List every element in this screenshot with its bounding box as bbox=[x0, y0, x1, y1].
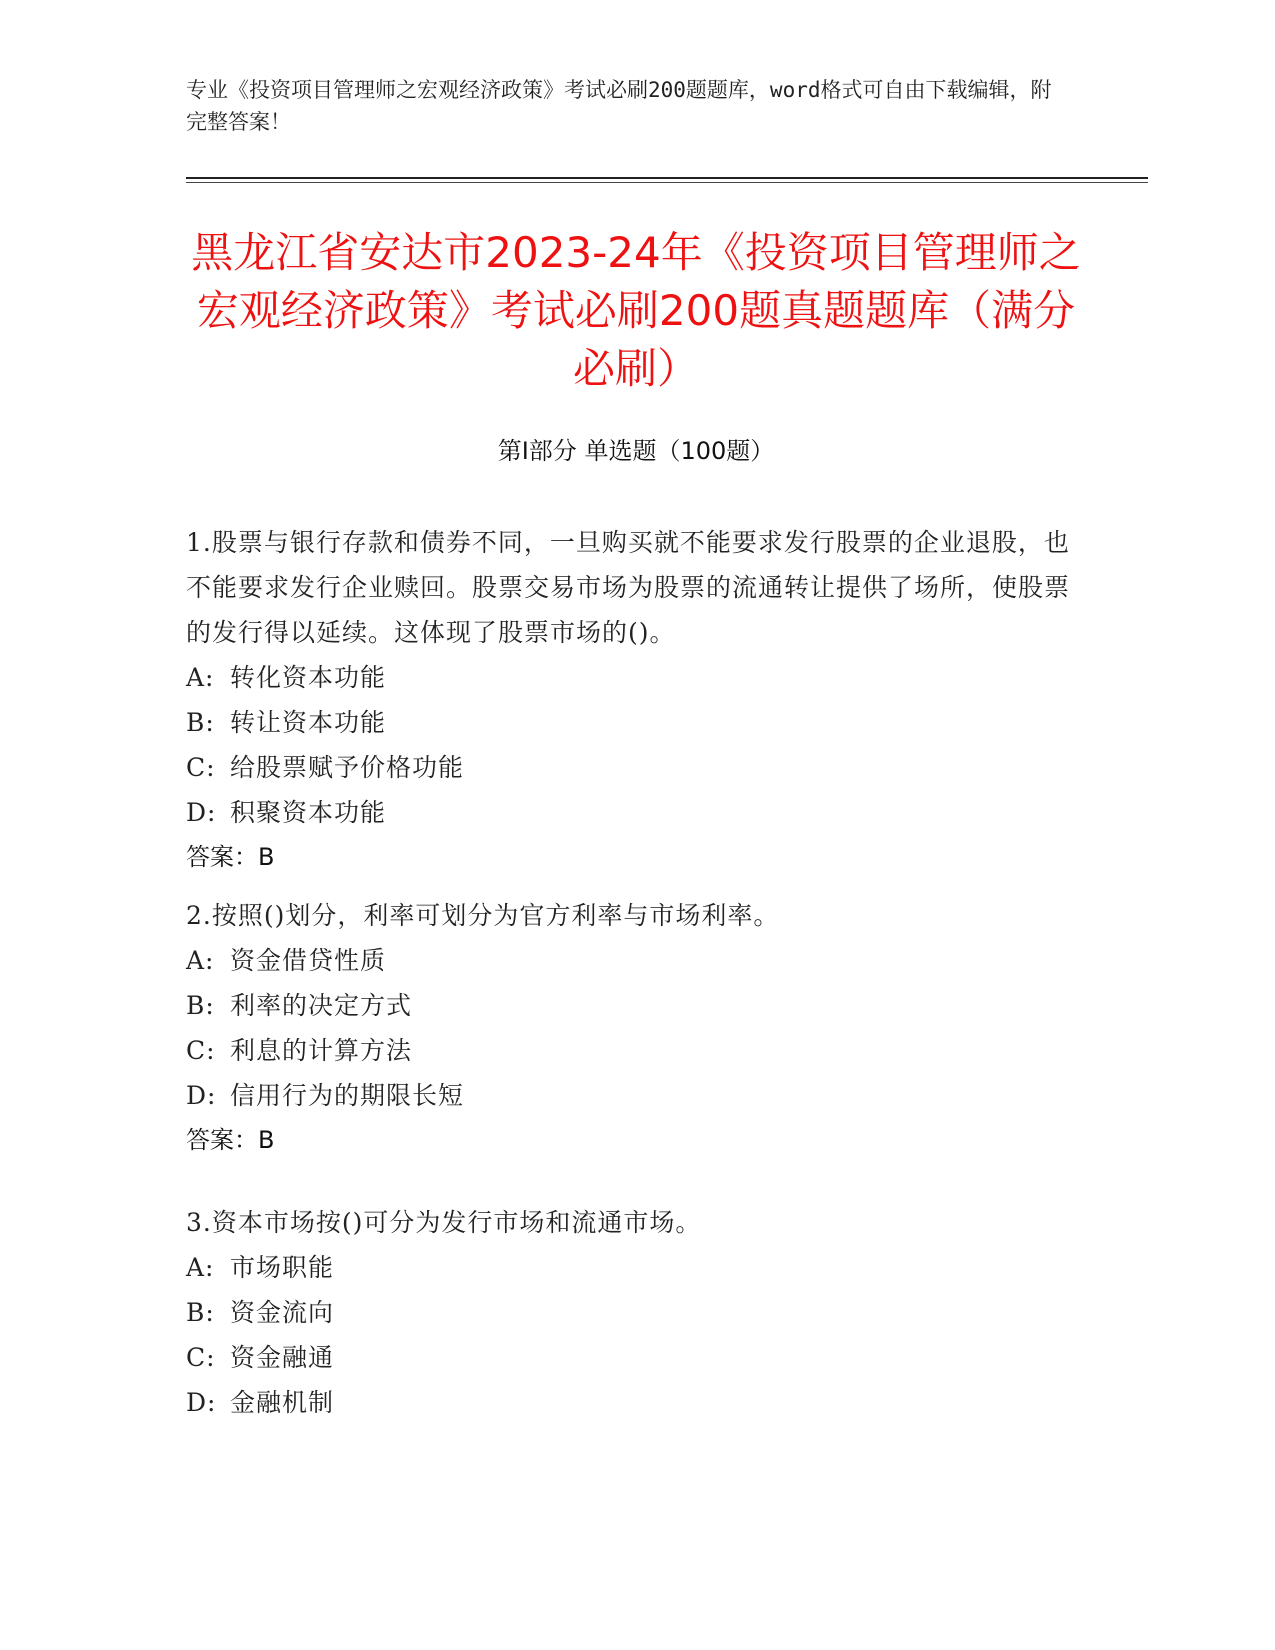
option-key: A: bbox=[186, 946, 215, 975]
option-text: 信用行为的期限长短 bbox=[230, 1081, 465, 1110]
option-text: 利息的计算方法 bbox=[230, 1036, 413, 1065]
option-b bbox=[186, 1290, 1076, 1335]
header-rule-thick bbox=[186, 177, 1148, 179]
option-d bbox=[186, 1073, 1076, 1118]
document-title: 黑龙江省安达市2023-24年《投资项目管理师之宏观经济政策》考试必刷200题真题题库（满分必刷） bbox=[191, 228, 1081, 393]
option-key: D: bbox=[186, 1388, 217, 1417]
question-stem: 2.按照()划分，利率可划分为官方利率与市场利率。 bbox=[186, 901, 780, 930]
question-3 bbox=[186, 1200, 1076, 1425]
option-text: 资金借贷性质 bbox=[230, 946, 387, 975]
option-text: 转化资本功能 bbox=[230, 663, 387, 692]
option-key: C: bbox=[186, 753, 216, 782]
answer-line: 答案：B bbox=[186, 843, 275, 871]
option-b bbox=[186, 983, 1076, 1028]
option-c bbox=[186, 745, 1076, 790]
question-1 bbox=[186, 520, 1076, 880]
section-heading: 第Ⅰ部分 单选题（100题） bbox=[497, 437, 775, 465]
option-key: D: bbox=[186, 1081, 217, 1110]
option-text: 资金流向 bbox=[230, 1298, 335, 1327]
option-a bbox=[186, 655, 1076, 700]
option-d bbox=[186, 1380, 1076, 1425]
option-text: 市场职能 bbox=[230, 1253, 335, 1282]
header-note: 专业《投资项目管理师之宏观经济政策》考试必刷200题题库，word格式可自由下载编辑，附完整答案！ bbox=[186, 78, 1052, 134]
option-key: B: bbox=[186, 991, 215, 1020]
option-text: 资金融通 bbox=[230, 1343, 335, 1372]
option-key: B: bbox=[186, 1298, 215, 1327]
option-text: 金融机制 bbox=[230, 1388, 335, 1417]
option-key: A: bbox=[186, 1253, 215, 1282]
option-b bbox=[186, 700, 1076, 745]
option-key: C: bbox=[186, 1343, 216, 1372]
option-c bbox=[186, 1335, 1076, 1380]
option-text: 转让资本功能 bbox=[230, 708, 387, 737]
answer-line: 答案：B bbox=[186, 1126, 275, 1154]
question-stem: 3.资本市场按()可分为发行市场和流通市场。 bbox=[186, 1208, 702, 1237]
question-2 bbox=[186, 893, 1076, 1163]
question-stem: 1.股票与银行存款和债券不同，一旦购买就不能要求发行股票的企业退股，也不能要求发行企业赎回。股票交易市场为股票的流通转让提供了场所，使股票的发行得以延续。这体现了股票市场的()。 bbox=[186, 528, 1071, 647]
option-key: C: bbox=[186, 1036, 216, 1065]
option-d bbox=[186, 790, 1076, 835]
option-c bbox=[186, 1028, 1076, 1073]
option-key: A: bbox=[186, 663, 215, 692]
option-a bbox=[186, 1245, 1076, 1290]
option-key: B: bbox=[186, 708, 215, 737]
option-text: 积聚资本功能 bbox=[230, 798, 387, 827]
option-text: 给股票赋予价格功能 bbox=[230, 753, 465, 782]
option-a bbox=[186, 938, 1076, 983]
option-key: D: bbox=[186, 798, 217, 827]
header-rule-thin bbox=[186, 182, 1148, 183]
option-text: 利率的决定方式 bbox=[230, 991, 413, 1020]
